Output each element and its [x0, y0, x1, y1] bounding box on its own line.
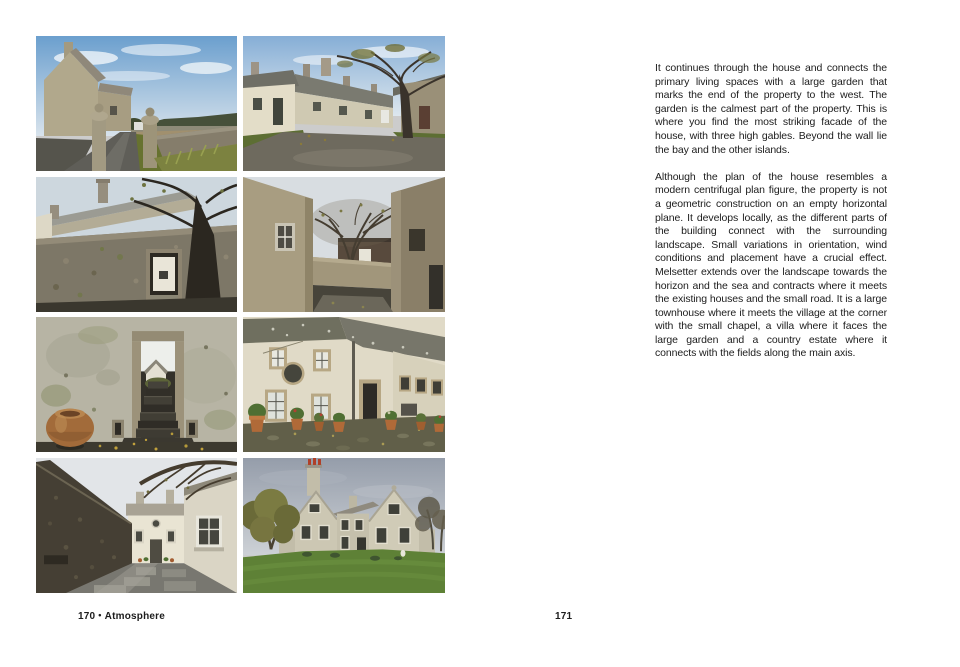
- photo-lawn-gables: [243, 458, 445, 593]
- left-page-number: 170: [78, 611, 96, 622]
- left-building: [243, 177, 313, 312]
- ground: [243, 130, 445, 171]
- photo-walkway: [36, 458, 237, 593]
- photo-passage: [243, 177, 445, 312]
- left-page-footer: [78, 611, 165, 622]
- photo-steps-urn: [36, 317, 237, 452]
- photo-grid: [36, 36, 445, 593]
- photo-gateway: [36, 36, 237, 171]
- paragraph-2: Although the plan of the house resembles a modern centrifugal plan figure, the property is not a geometric construction on an empty horizontal plane. It develops locally, as the different parts of the building connect with the surrounding landscape. Small variations in orientation, wind conditions and placement have a crucial effect. Melsetter extends over the landscape towards the horizon and the sea and contracts where it meets the existing houses and the small road. It is a large townhouse where it meets the village at the corner with the small chapel, a villa where it faces the large garden and a country estate where it connects with the fields along the main axis.: [655, 170, 887, 360]
- right-building: [391, 177, 445, 312]
- ground: [313, 285, 393, 312]
- right-page-number: 171: [555, 611, 573, 622]
- photo-courtyard-tree: [243, 36, 445, 171]
- bench: [44, 555, 68, 564]
- photo-facade-pots: [243, 317, 445, 452]
- section-title: Atmosphere: [104, 611, 166, 622]
- round-plaque: [282, 362, 305, 385]
- right-page-footer: [555, 611, 572, 622]
- photo-wall-doorway: [36, 177, 237, 312]
- doorway: [146, 249, 182, 301]
- lawn: [243, 549, 445, 593]
- paragraph-1: It continues through the house and connects the primary living spaces with a large garden that marks the end of the property to the west. The garden is the calmest part of the property. This is where you find the most striking facade of the house, with three high gables. Beyond the wall lie the bay and the other islands.: [655, 62, 887, 156]
- downpipe: [352, 342, 355, 423]
- footer-separator: •: [98, 610, 102, 620]
- body-text-column: [655, 62, 887, 375]
